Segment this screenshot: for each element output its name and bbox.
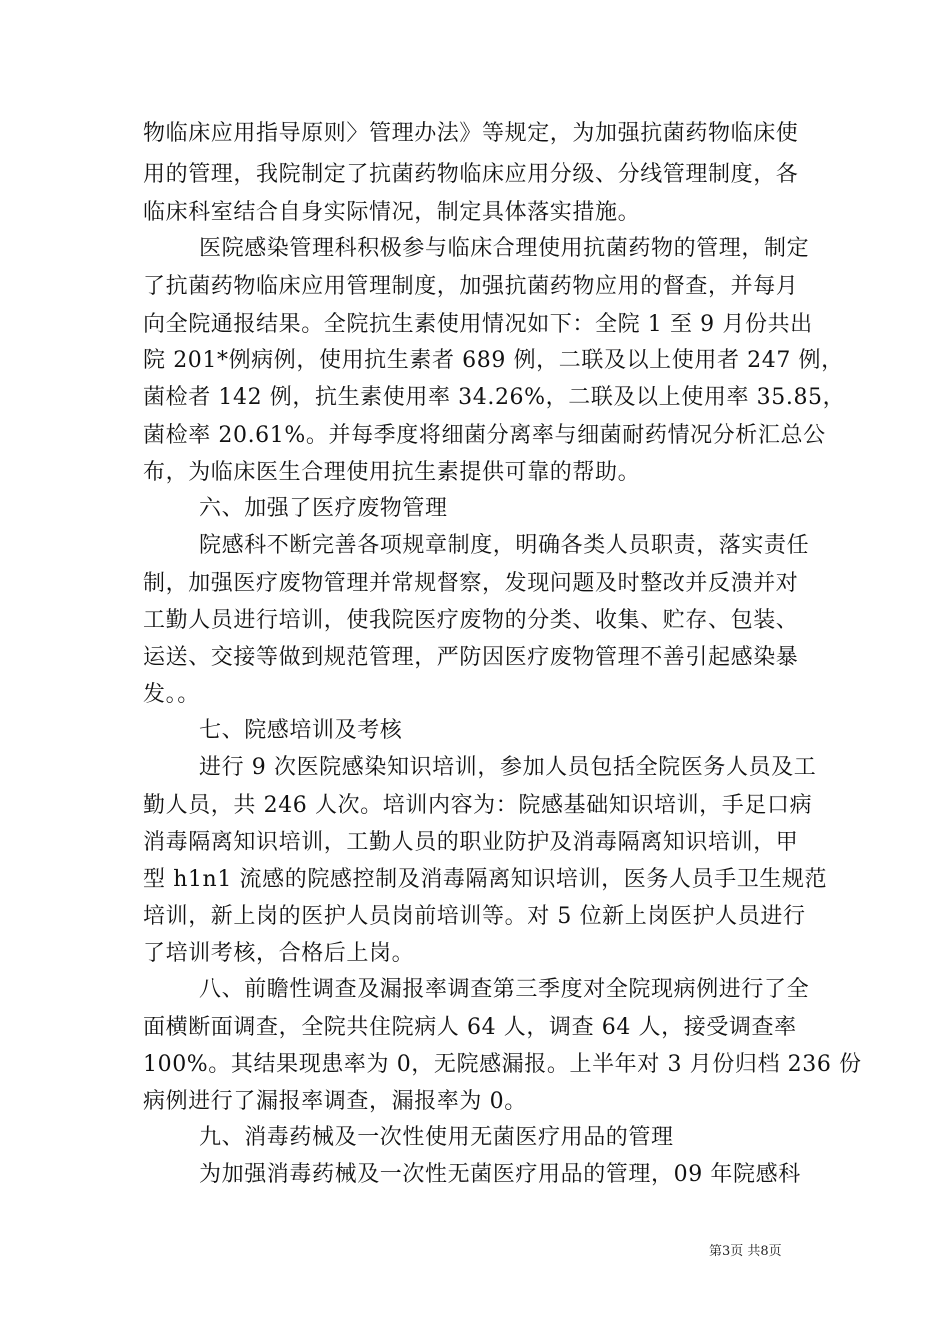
text-line: 菌检者 142 例，抗生素使用率 34.26%，二联及以上使用率 35.85， [143,385,846,410]
text-line: 物临床应用指导原则〉管理办法》等规定，为加强抗菌药物临床使 [143,121,799,146]
text-line: 勤人员，共 246 人次。培训内容为：院感基础知识培训，手足口病 [143,793,813,818]
section-heading: 七、院感培训及考核 [199,718,403,743]
text-line: 病例进行了漏报率调查，漏报率为 0。 [143,1089,527,1114]
text-line: 工勤人员进行培训，使我院医疗废物的分类、收集、贮存、包装、 [143,608,799,633]
text-line: 布，为临床医生合理使用抗生素提供可靠的帮助。 [143,460,641,485]
text-line: 制，加强医疗废物管理并常规督察，发现问题及时整改并反溃并对 [143,571,799,596]
paragraph-first-line: 八、前瞻性调查及漏报率调查第三季度对全院现病例进行了全 [199,977,810,1002]
text-line: 面横断面调查，全院共住院病人 64 人，调查 64 人，接受调查率 [143,1015,797,1040]
text-line: 消毒隔离知识培训，工勤人员的职业防护及消毒隔离知识培训，甲 [143,830,799,855]
section-heading: 九、消毒药械及一次性使用无菌医疗用品的管理 [199,1125,674,1150]
paragraph-first-line: 院感科不断完善各项规章制度，明确各类人员职责，落实责任 [199,533,810,558]
section-heading: 六、加强了医疗废物管理 [199,496,448,521]
paragraph-first-line: 进行 9 次医院感染知识培训，参加人员包括全院医务人员及工 [199,755,817,780]
text-line: 向全院通报结果。全院抗生素使用情况如下：全院 1 至 9 月份共出 [143,312,813,337]
text-line: 了培训考核，合格后上岗。 [143,941,415,966]
text-line: 发。。 [143,682,200,707]
text-line: 100%。其结果现患率为 0，无院感漏报。上半年对 3 月份归档 236 份 [143,1052,862,1077]
text-line: 了抗菌药物临床应用管理制度，加强抗菌药物应用的督查，并每月 [143,274,799,299]
paragraph-first-line: 医院感染管理科积极参与临床合理使用抗菌药物的管理，制定 [199,236,810,261]
text-line: 院 201*例病例，使用抗生素者 689 例，二联及以上使用者 247 例， [143,348,844,373]
text-line: 菌检率 20.61%。并每季度将细菌分离率与细菌耐药情况分析汇总公 [143,423,826,448]
page-number-footer: 第3页 共8页 [709,1244,782,1259]
text-line: 临床科室结合自身实际情况，制定具体落实措施。 [143,200,641,225]
text-line: 培训，新上岗的医护人员岗前培训等。对 5 位新上岗医护人员进行 [143,904,806,929]
text-line: 用的管理，我院制定了抗菌药物临床应用分级、分线管理制度，各 [143,162,799,187]
paragraph-first-line: 为加强消毒药械及一次性无菌医疗用品的管理，09 年院感科 [199,1162,801,1187]
text-line: 运送、交接等做到规范管理，严防因医疗废物管理不善引起感染暴 [143,645,799,670]
text-line: 型 h1n1 流感的院感控制及消毒隔离知识培训，医务人员手卫生规范 [143,867,828,892]
